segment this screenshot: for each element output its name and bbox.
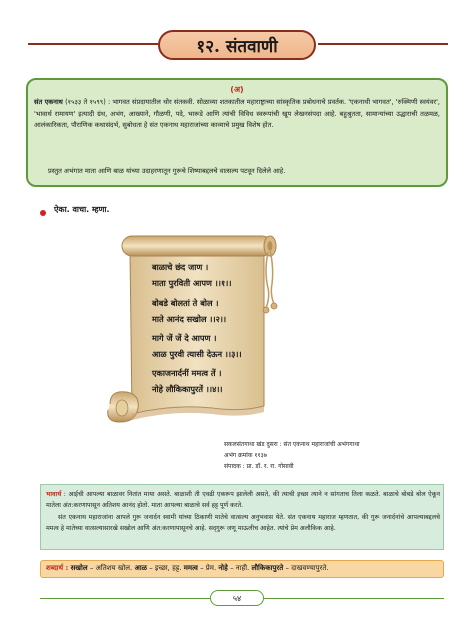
glossary-meaning: – अतिशय खोल. xyxy=(87,564,135,572)
meaning-label: भावार्थ xyxy=(46,491,62,498)
title-rule-left xyxy=(28,43,158,45)
poem-line-2: माता पुरविती आपण ।।१।। xyxy=(152,278,232,288)
footer-rule-left xyxy=(40,598,210,599)
glossary-meaning: – प्रेम. xyxy=(197,564,219,572)
meaning-paragraph-1 xyxy=(46,489,440,512)
instruction-heading: ऐका. वाचा. म्हणा. xyxy=(54,205,110,214)
poem-line-6: आळ पुरवी त्यासी देऊन ।।३।। xyxy=(152,349,242,359)
poem-line-3: बोबडे बोलतां ते बोल । xyxy=(152,298,219,308)
glossary-meaning: – इच्छा, हट्ट. xyxy=(146,564,184,572)
page-number: ५४ xyxy=(232,593,242,603)
glossary-word: ममत्व xyxy=(183,564,198,572)
chapter-title: १२. संतवाणी xyxy=(196,36,278,57)
source-line-3: संपादक : प्रा. डॉ. र. रा. गोसावी xyxy=(224,463,294,470)
poem-line-8: नोहे लौकिकापुरतें ।।४।। xyxy=(152,384,223,394)
title-rule-right xyxy=(318,43,448,45)
glossary-word: लौकिकापुरते xyxy=(251,564,284,572)
meaning-paragraph-2: संत एकनाथ महाराजांना आपले गुरू जनार्दन स्वामी यांच्या ठिकाणी मातेचे वात्सल्य अनुभवास येते. संत एकनाथ महाराज म्हणतात, की गुरू जनार्दनांचे आपल्याबद्दलचे ममत्व हे मातेच्या वात्सल्यासारखे सखोल आणि अंत:करणापासूनचे आहे. सद्‌गुरू जणू माऊलीच आहेत. त्यांचे प्रेम अलौकिक आहे. xyxy=(46,514,440,533)
page-number-badge xyxy=(210,590,264,606)
poem-line-1: बाळाचे छंद जाण । xyxy=(152,262,209,272)
glossary-word: नोहे xyxy=(218,564,228,572)
poem-line-4: माते आनंद सखोल ।।२।। xyxy=(152,314,227,324)
poem-line-7: एकाजनार्दनीं ममत्व तें । xyxy=(152,368,222,378)
glossary-meaning: – दाखवण्यापुरते. xyxy=(283,564,329,572)
poem-line-5: मागे जें जें दे आपण । xyxy=(152,333,217,343)
source-line-1: सकलसंतगाथा खंड दुसरा : संत एकनाथ महाराजांची अभंगगाथा xyxy=(224,441,360,448)
poet-intro-paragraph xyxy=(34,97,440,132)
glossary-label: शब्दार्थ : xyxy=(46,564,69,572)
bullet-icon xyxy=(40,210,46,216)
poem-context-paragraph: प्रस्तुत अभंगात माता आणि बाळ यांच्या उदाहरणातून गुरूचे शिष्याबद्दलचे वात्सल्य पटवून दिलेले आहे. xyxy=(48,167,286,175)
source-line-2: अभंग क्रमांक ११३७ xyxy=(224,452,267,459)
glossary-meaning: – नाही. xyxy=(227,564,252,572)
glossary-word: आळ xyxy=(134,564,147,572)
footer-rule-right xyxy=(264,598,444,599)
poet-intro-text: (१५३३ ते १५९९) : भागवत संप्रदायातील थोर संतकवी. सोळाव्या शतकातील महाराष्ट्राच्या सांस्कृतिक प्रबोधनाचे प्रवर्तक. 'एकनाथी भागवत', 'रुक्मिणी स्वयंवर', 'भावार्थ रामायण' इत्यादी ग्रंथ, अभंग, आख्याने, गौळणी, पदे, भारूडे आणि त्यांची विविध स्वरूपांची खूप लेखनसंपदा आहे. बहुश्रुतता, सामान्यांच्या उद्धाराची तळमळ, आलंकारिकता, पौराणिक कथासंदर्भ, सुबोधता हे संत एकनाथ महाराजांच्या काव्याचे प्रमुख विशेष होत. xyxy=(34,98,440,129)
intro-heading: (अ) xyxy=(230,85,244,94)
glossary-line xyxy=(46,564,440,573)
meaning-text-1: : आईची आपल्या बाळावर नितांत माया असते. बाळाशी ती एवढी एकरूप झालेली असते, की त्याची इच्छा त्याने न सांगताच तिला कळते. बाळाचे बोबडे बोल ऐकून मातेला अंत:करणापासून अतिशय आनंद होतो. माता आपल्या बाळाचे सर्व हट्ट पूर्ण करते. xyxy=(46,491,440,510)
chapter-title-banner xyxy=(158,30,316,60)
poet-name: संत एकनाथ xyxy=(34,98,63,106)
glossary-word: सखोल xyxy=(70,564,88,572)
